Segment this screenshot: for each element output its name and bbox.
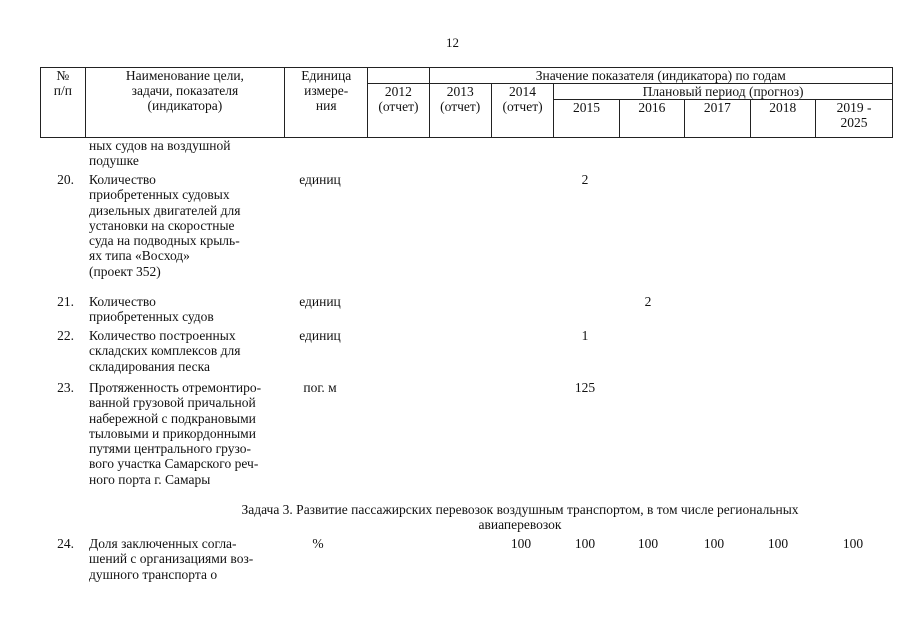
value-2018: 100 <box>767 536 789 551</box>
value-2019-2025: 100 <box>842 536 864 551</box>
header-year-2018: 2018 <box>750 100 815 138</box>
row-number: 22. <box>57 328 74 343</box>
task-3-heading: Задача 3. Развитие пассажирских перевозок воздушным транспортом, в том числе региональных авиаперевозок <box>241 502 799 533</box>
indicator-name: Количество построенных складских комплексов для складирования песка <box>89 328 241 374</box>
indicator-name: Количество приобретенных судов <box>89 294 214 325</box>
indicator-table-header <box>40 67 893 138</box>
header-year-2019-2025: 2019 - 2025 <box>816 100 893 138</box>
row-number: 20. <box>57 172 74 187</box>
value-2015: 125 <box>574 380 596 395</box>
indicator-name: Протяженность отремонтиро- ванной грузовой причальной набережной с подкрановыми тыловыми и прикордонными путями центрального грузо- вого участка Самарского реч- ного порта г. Самары <box>89 380 262 487</box>
header-year-2012: 2012 (отчет) <box>368 84 429 138</box>
row-number: 21. <box>57 294 74 309</box>
value-2015: 2 <box>581 172 589 187</box>
header-name-col: Наименование цели, задачи, показателя (индикатора) <box>85 68 284 138</box>
header-year-2017: 2017 <box>685 100 750 138</box>
header-year-2015: 2015 <box>554 100 619 138</box>
header-unit-col: Единица измере- ния <box>285 68 368 138</box>
value-2015: 100 <box>574 536 596 551</box>
unit-cell: единиц <box>299 328 341 343</box>
value-2015: 1 <box>581 328 589 343</box>
indicator-name: Доля заключенных согла- шений с организациями воз- душного транспорта о <box>89 536 254 582</box>
value-2017: 100 <box>703 536 725 551</box>
value-2016: 2 <box>644 294 652 309</box>
indicator-name: ных судов на воздушной подушке <box>89 138 231 169</box>
indicator-name: Количество приобретенных судовых дизельных двигателей для установки на скоростные суда на подводных крыль- ях типа «Восход» (проект 352) <box>89 172 241 279</box>
header-year-2016: 2016 <box>619 100 684 138</box>
unit-cell: единиц <box>299 172 341 187</box>
unit-cell: единиц <box>299 294 341 309</box>
page-number: 12 <box>446 35 459 50</box>
row-number: 24. <box>57 536 74 551</box>
row-number: 23. <box>57 380 74 395</box>
header-planned-title: Плановый период (прогноз) <box>554 84 893 100</box>
unit-cell: пог. м <box>303 380 337 395</box>
header-values-title: Значение показателя (индикатора) по годам <box>429 68 892 84</box>
value-2016: 100 <box>637 536 659 551</box>
header-year-2013: 2013 (отчет) <box>429 84 491 138</box>
unit-cell: % <box>312 536 324 551</box>
value-2014: 100 <box>510 536 532 551</box>
header-num-col: № п/п <box>41 68 86 138</box>
header-year-2014: 2014 (отчет) <box>491 84 553 138</box>
